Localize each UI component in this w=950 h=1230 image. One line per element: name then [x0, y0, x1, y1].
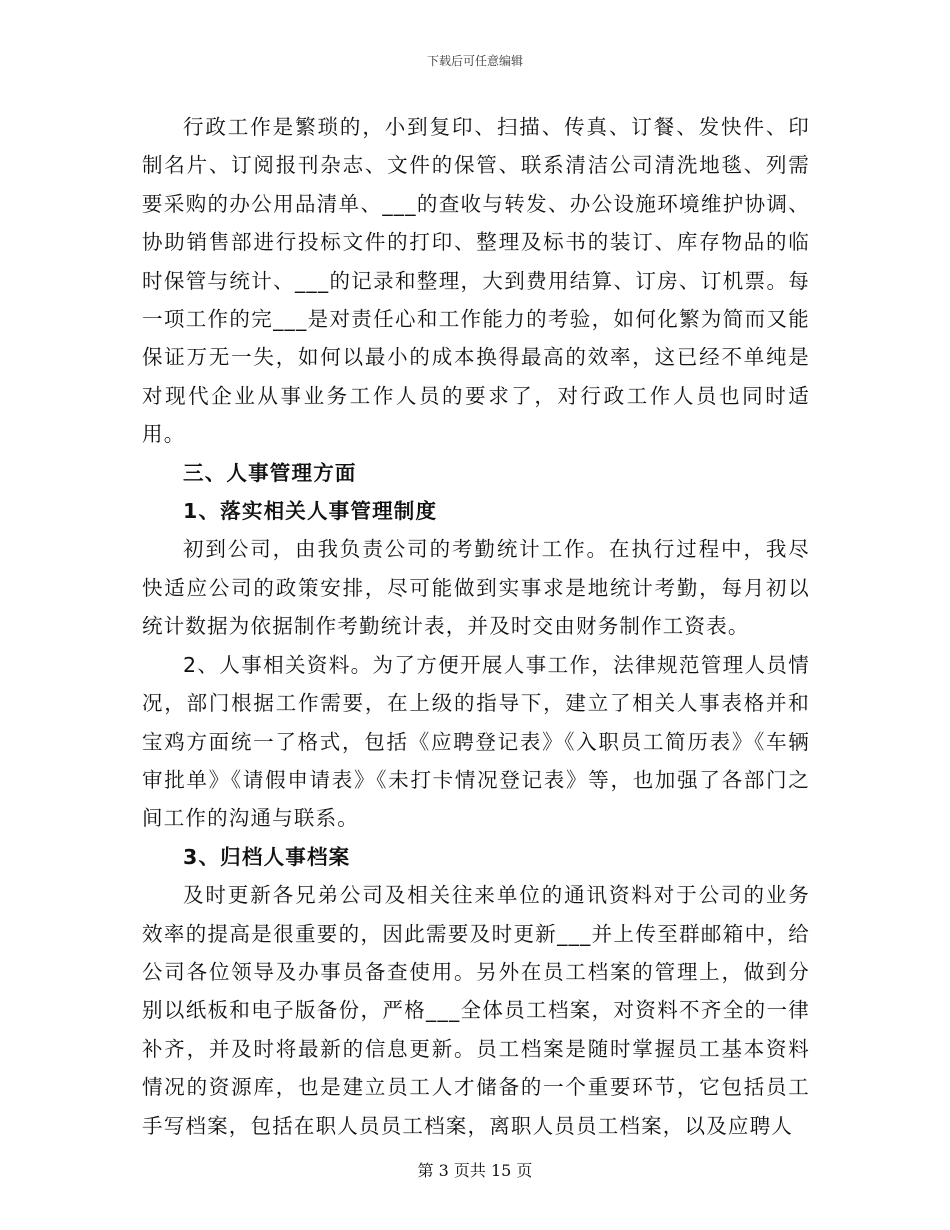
paragraph-admin-work: 行政工作是繁琐的，小到复印、扫描、传真、订餐、发快件、印制名片、订阅报刊杂志、文件的保管、联系清洁公司清洗地毯、列需要采购的办公用品清单、___的查收与转发、办公设施环境维护协调、协助销售部进行投标文件的打印、整理及标书的装订、库存物品的临时保管与统计、___的记录和整理，大到费用结算、订房、订机票。每一项工作的完___是对责任心和工作能力的考验，如何化繁为简而又能保证万无一失，如何以最小的成本换得最高的效率，这已经不单纯是对现代企业从事业务工作人员的要求了，对行政工作人员也同时适用。	[142, 115, 810, 447]
paragraph-archives: 及时更新各兄弟公司及相关往来单位的通讯资料对于公司的业务效率的提高是很重要的，因此需要及时更新___并上传至群邮箱中，给公司各位领导及办事员备查使用。另外在员工档案的管理上，做到分别以纸板和电子版备份，严格___全体员工档案，对资料不齐全的一律补齐，并及时将最新的信息更新。员工档案是随时掌握员工基本资料情况的资源库，也是建立员工人才储备的一个重要环节，它包括员工手写档案，包括在职人员员工档案，离职人员员工档案，以及应聘人	[142, 883, 810, 1138]
subheading-hr-policy: 1、落实相关人事管理制度	[183, 499, 438, 524]
document-body	[142, 108, 810, 1145]
subheading-hr-archives: 3、归档人事档案	[183, 844, 351, 869]
page-header: 下载后可任意编辑	[426, 54, 523, 68]
page-footer: 第 3 页共 15 页	[417, 1161, 533, 1180]
paragraph-hr-materials: 2、人事相关资料。为了方便开展人事工作，法律规范管理人员情况，部门根据工作需要，在上级的指导下，建立了相关人事表格并和宝鸡方面统一了格式，包括《应聘登记表》《入职员工简历表》《车辆审批单》《请假申请表》《未打卡情况登记表》等，也加强了各部门之间工作的沟通与联系。	[142, 652, 810, 831]
section-heading-hr: 三、人事管理方面	[183, 460, 357, 485]
paragraph-attendance: 初到公司，由我负责公司的考勤统计工作。在执行过程中，我尽快适应公司的政策安排，尽可能做到实事求是地统计考勤，每月初以统计数据为依据制作考勤统计表，并及时交由财务制作工资表。	[142, 537, 810, 639]
